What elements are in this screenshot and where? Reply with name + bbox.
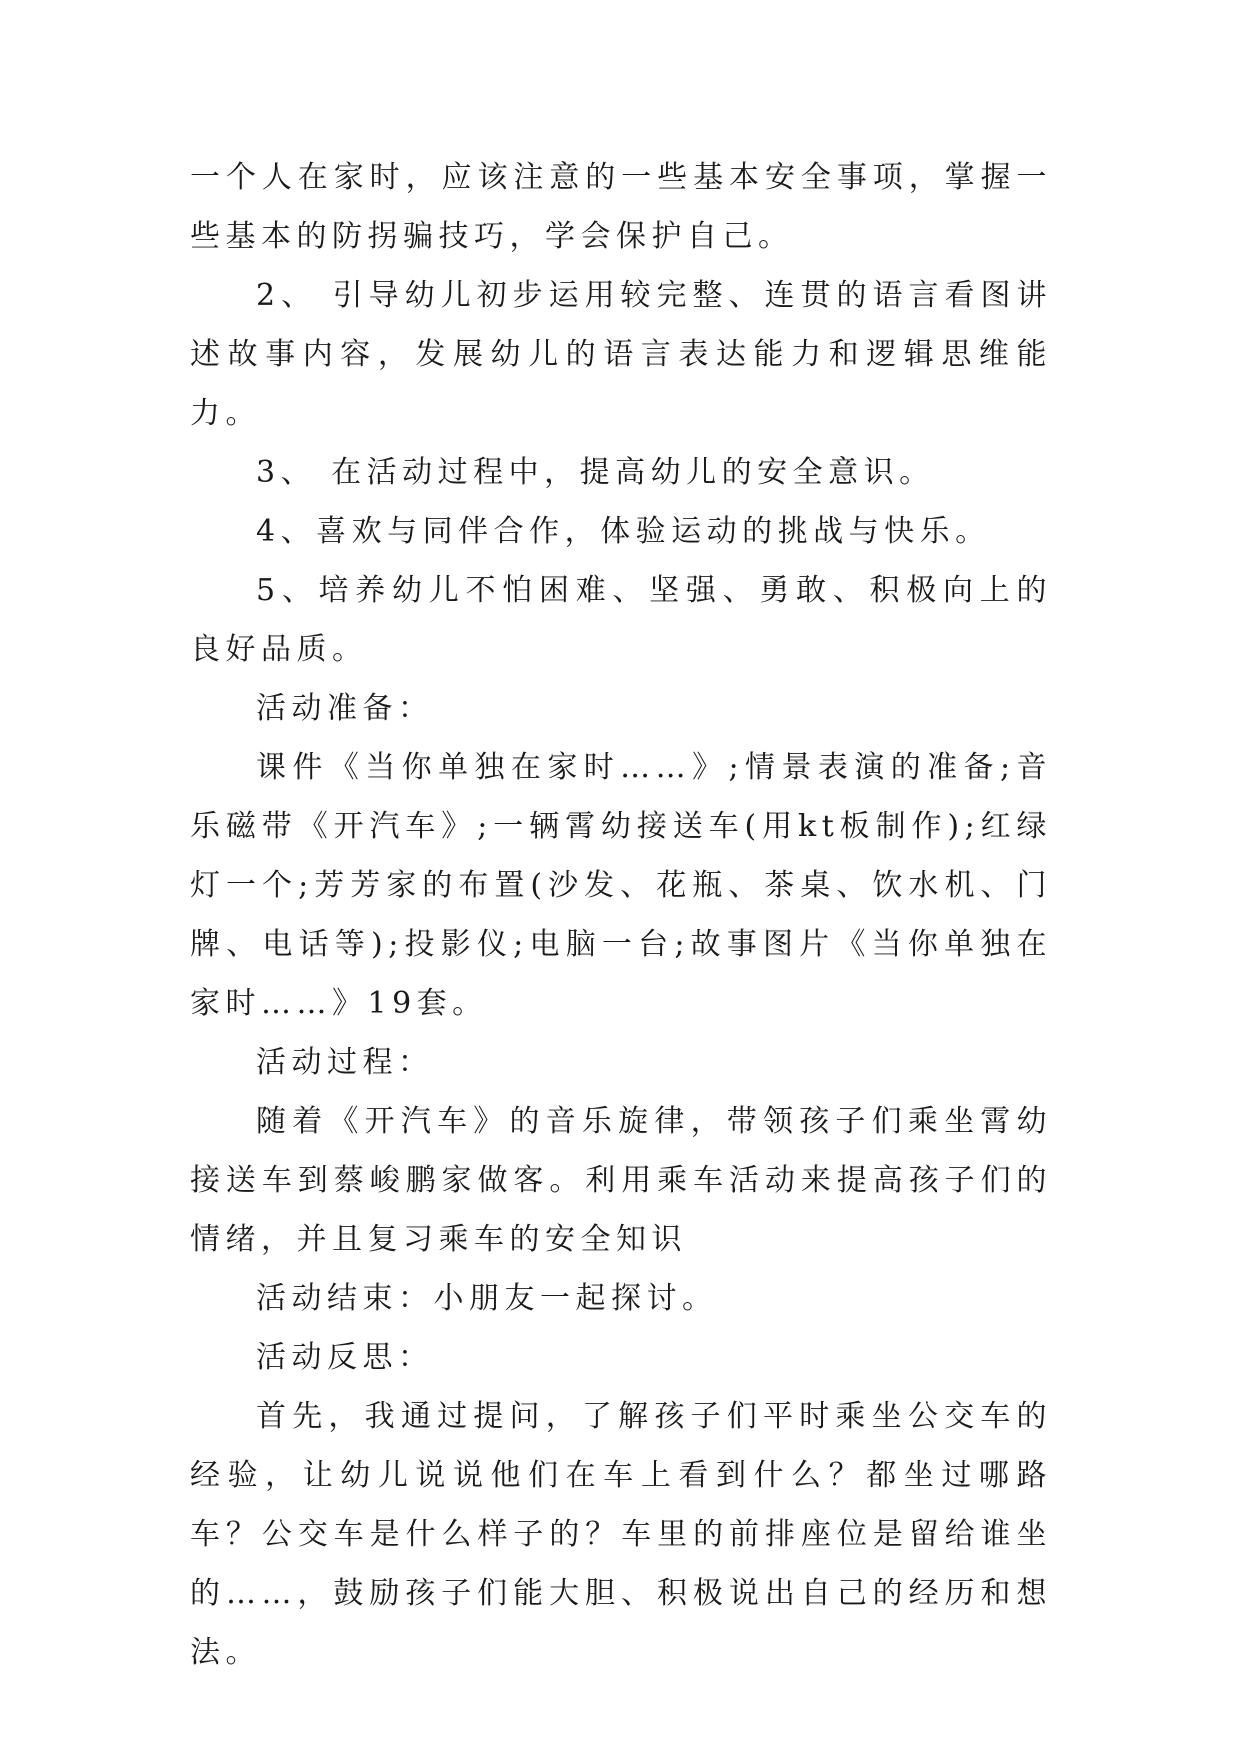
paragraph-reflection: 首先，我通过提问，了解孩子们平时乘坐公交车的经验，让幼儿说说他们在车上看到什么？都坐过哪路车？公交车是什么样子的？车里的前排座位是留给谁坐的……，鼓励孩子们能大胆、积极说出自己的经历和想法。 (190, 1399, 1052, 1670)
paragraph-continuation: 一个人在家时，应该注意的一些基本安全事项，掌握一些基本的防拐骗技巧，学会保护自己。 (190, 160, 1052, 254)
heading-process: 活动过程： (256, 1045, 434, 1080)
paragraph-preparation: 课件《当你单独在家时……》;情景表演的准备;音乐磁带《开汽车》;一辆霄幼接送车(用kt板制作);红绿灯一个;芳芳家的布置(沙发、花瓶、茶桌、饮水机、门牌、电话等);投影仪;电脑一台;故事图片《当你单独在家时……》19套。 (190, 750, 1052, 1021)
paragraph-goal-5: 5、培养幼儿不怕困难、坚强、勇敢、积极向上的良好品质。 (190, 573, 1052, 667)
paragraph-goal-4: 4、喜欢与同伴合作，体验运动的挑战与快乐。 (256, 514, 991, 549)
paragraph-goal-2: 2、 引导幼儿初步运用较完整、连贯的语言看图讲述故事内容，发展幼儿的语言表达能力和逻辑思维能力。 (190, 278, 1052, 431)
paragraph-goal-3: 3、 在活动过程中，提高幼儿的安全意识。 (256, 455, 935, 490)
heading-reflection: 活动反思： (256, 1340, 434, 1375)
document-page (190, 148, 1052, 1682)
paragraph-ending: 活动结束：小朋友一起探讨。 (256, 1281, 718, 1316)
paragraph-process: 随着《开汽车》的音乐旋律，带领孩子们乘坐霄幼接送车到蔡峻鹏家做客。利用乘车活动来提高孩子们的情绪，并且复习乘车的安全知识 (190, 1104, 1052, 1257)
heading-preparation: 活动准备： (256, 691, 434, 726)
